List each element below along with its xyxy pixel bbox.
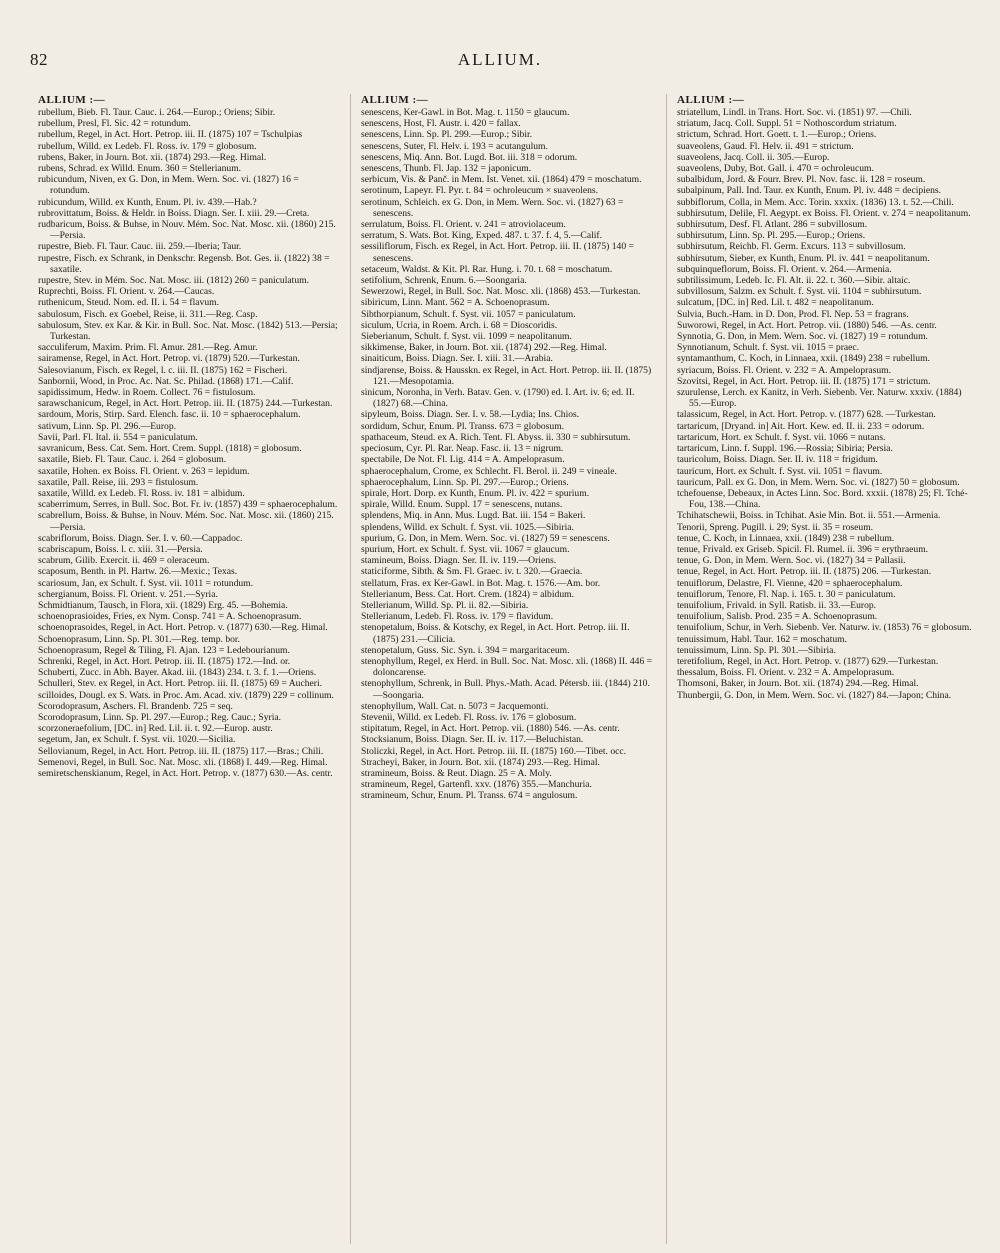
index-entry: sulcatum, [DC. in] Red. Lil. t. 482 = neapolitanum. [677, 297, 874, 309]
index-entry: senescens, Ker-Gawl. in Bot. Mag. t. 1150 = glaucum. [361, 107, 570, 118]
index-entry: Stracheyi, Baker, in Journ. Bot. xii. (1874) 293.—Reg. Himal. [361, 756, 600, 768]
index-entry: scabrum, Gilib. Exercit. ii. 469 = oleraceum. [38, 555, 210, 567]
column-3 [666, 94, 982, 1244]
index-entry: spirale, Willd. Enum. Suppl. 17 = senescens, nutans. [361, 499, 563, 511]
index-entry: saxatile, Hohen. ex Boiss. Fl. Orient. v. 263 = lepidum. [38, 465, 250, 477]
index-entry: setifolium, Schrenk, Enum. 6.—Soongaria. [361, 275, 527, 287]
index-entry: splendens, Willd. ex Schult. f. Syst. vii. 1025.—Sibiria. [361, 521, 574, 533]
index-entry: syntamanthum, C. Koch, in Linnaea, xxii. (1849) 238 = rubellum. [677, 353, 930, 365]
index-entry: suaveolens, Gaud. Fl. Helv. ii. 491 = strictum. [677, 140, 854, 152]
index-entry: schoenoprasoides, Regel, in Act. Hort. Petrop. v. (1877) 630.—Reg. Himal. [38, 622, 328, 634]
index-entry: suaveolens, Jacq. Coll. ii. 305.—Europ. [677, 151, 830, 163]
index-entry: subquinqueflorum, Boiss. Fl. Orient. v. 264.—Armenia. [677, 263, 892, 275]
index-entry: Sieberianum, Schult. f. Syst. vii. 1099 = neapolitanum. [361, 331, 572, 343]
index-entry: tenue, G. Don, in Mem. Wern. Soc. vi. (1827) 34 = Pallasii. [677, 555, 906, 567]
index-entry: Tchihatschewii, Boiss. in Tchihat. Asie Min. Bot. ii. 551.—Armenia. [677, 510, 941, 522]
index-entry: splendens, Miq. in Ann. Mus. Lugd. Bat. iii. 154 = Bakeri. [361, 510, 586, 522]
index-entry: Suworowi, Regel, in Act. Hort. Petrop. vii. (1880) 546. —As. centr. [677, 319, 937, 331]
index-entry: tenuissimum, Linn. Sp. Pl. 301.—Sibiria. [677, 644, 836, 656]
index-entry: sessiliflorum, Fisch. ex Regel, in Act. Hort. Petrop. iii. II. (1875) 140 = senescens. [361, 241, 634, 264]
index-entry: tenue, Frivald. ex Griseb. Spicil. Fl. Rumel. ii. 396 = erythraeum. [677, 543, 929, 555]
index-entry: sikkimense, Baker, in Journ. Bot. xii. (1874) 292.—Reg. Himal. [361, 342, 607, 354]
index-entry: scabrellum, Boiss. & Buhse, in Nouv. Mém. Soc. Nat. Mosc. xii. (1860) 215.—Persia. [38, 510, 334, 533]
index-entry: stramineum, Schur, Enum. Pl. Transs. 674 = angulosum. [361, 790, 578, 802]
index-entry: spathaceum, Steud. ex A. Rich. Tent. Fl. Abyss. ii. 330 = subhirsutum. [361, 431, 631, 443]
index-entry: subalbidum, Jord. & Fourr. Brev. Pl. Nov. fasc. ii. 128 = roseum. [677, 174, 926, 186]
index-entry: subhirsutum, Linn. Sp. Pl. 295.—Europ.; Oriens. [677, 230, 866, 242]
index-entry: saxatile, Willd. ex Ledeb. Fl. Ross. iv. 181 = albidum. [38, 487, 245, 499]
index-entry: rupestre, Stev. in Mém. Soc. Nat. Mosc. iii. (1812) 260 = paniculatum. [38, 275, 309, 287]
index-entry: tenuiflorum, Tenore, Fl. Nap. i. 165. t. 30 = paniculatum. [677, 588, 896, 600]
index-entry: scariosum, Jan, ex Schult. f. Syst. vii. 1011 = rotundum. [38, 577, 254, 589]
index-entry: Stevenii, Willd. ex Ledeb. Fl. Ross. iv. 176 = globosum. [361, 711, 577, 723]
index-entry: senescens, Suter, Fl. Helv. i. 193 = acutangulum. [361, 140, 548, 152]
index-entry: sindjarense, Boiss. & Hausskn. ex Regel, in Act. Hort. Petrop. iii. II. (1875) 121.—Mesopotamia. [361, 364, 652, 387]
index-entry: schoenoprasioides, Fries, ex Nym. Consp. 741 = A. Schoenoprasum. [38, 611, 302, 623]
index-entry: Ruprechti, Boiss. Fl. Orient. v. 264.—Caucas. [38, 286, 215, 298]
index-entry: scabriscapum, Boiss. l. c. xiii. 31.—Persia. [38, 543, 203, 555]
index-entry: serratum, S. Wats. Bot. King, Exped. 487. t. 37. f. 4, 5.—Calif. [361, 230, 603, 242]
index-entry: spurium, G. Don, in Mem. Wern. Soc. vi. (1827) 59 = senescens. [361, 532, 610, 544]
index-entry: sphaerocephalum, Linn. Sp. Pl. 297.—Europ.; Oriens. [361, 476, 569, 488]
index-entry: rubellum, Regel, in Act. Hort. Petrop. iii. II. (1875) 107 = Tschulpias [38, 129, 303, 141]
index-entry: tenuifolium, Salisb. Prod. 235 = A. Schoenoprasum. [677, 611, 878, 623]
index-entry: semiretschenskianum, Regel, in Act. Hort. Petrop. v. (1877) 630.—As. centr. [38, 767, 333, 779]
entry-list [38, 107, 340, 779]
index-entry: Salesovianum, Fisch. ex Regel, l. c. iii. II. (1875) 162 = Fischeri. [38, 364, 288, 376]
index-entry: sapidissimum, Hedw. in Roem. Collect. 76 = fistulosum. [38, 387, 256, 399]
index-entry: Stoliczki, Regel, in Act. Hort. Petrop. iii. II. (1875) 160.—Tibet. occ. [361, 745, 627, 757]
index-entry: stamineum, Boiss. Diagn. Ser. II. iv. 119.—Oriens. [361, 555, 557, 567]
index-entry: Stellerianum, Bess. Cat. Hort. Crem. (1824) = albidum. [361, 588, 574, 600]
page-number: 82 [30, 50, 48, 69]
index-entry: spectabile, De Not. Fl. Lig. 414 = A. Ampeloprasum. [361, 454, 565, 466]
index-entry: Schuberti, Zucc. in Abh. Bayer. Akad. iii. (1843) 234. t. 3. f. 1.—Oriens. [38, 667, 317, 679]
index-entry: subvillosum, Salzm. ex Schult. f. Syst. vii. 1104 = subhirsutum. [677, 286, 922, 298]
index-entry: sordidum, Schur, Enum. Pl. Transs. 673 = globosum. [361, 420, 565, 432]
index-entry: tchefouense, Debeaux, in Actes Linn. Soc. Bord. xxxii. (1878) 25; Fl. Tché-Fou, 138.—China. [677, 487, 968, 511]
index-entry: stenophyllum, Wall. Cat. n. 5073 = Jacquemonti. [361, 700, 549, 712]
index-entry: strictum, Schrad. Hort. Goett. t. 1.—Europ.; Oriens. [677, 129, 877, 141]
index-entry: stramineum, Boiss. & Reut. Diagn. 25 = A. Moly. [361, 767, 552, 779]
index-entry: scaposum, Benth. in Pl. Hartw. 26.—Mexic.; Texas. [38, 566, 238, 578]
index-entry: sabulosum, Fisch. ex Goebel, Reise, ii. 311.—Reg. Casp. [38, 308, 258, 320]
index-entry: subtilissimum, Ledeb. Ic. Fl. Alt. ii. 22. t. 360.—Sibir. altaic. [677, 275, 911, 287]
index-entry: serotinum, Schleich. ex G. Don, in Mem. Wern. Soc. vi. (1827) 63 = senescens. [361, 196, 624, 219]
column-header: ALLIUM :— [38, 94, 106, 106]
index-entry: serbicum, Vis. & Panč. in Mem. Ist. Venet. xii. (1864) 479 = moschatum. [361, 174, 642, 186]
index-entry: stenophyllum, Schrenk, in Bull. Phys.-Math. Acad. Pétersb. iii. (1844) 210.—Soongaria. [361, 678, 650, 701]
index-entry: senescens, Linn. Sp. Pl. 299.—Europ.; Sibir. [361, 129, 533, 141]
index-entry: sativum, Linn. Sp. Pl. 296.—Europ. [38, 420, 177, 432]
index-entry: tartaricum, [Dryand. in] Ait. Hort. Kew. ed. II. ii. 233 = odorum. [677, 420, 925, 432]
index-entry: subalpinum, Pall. Ind. Taur. ex Kunth, Enum. Pl. iv. 448 = decipiens. [677, 185, 942, 197]
index-entry: sarawschanicum, Regel, in Act. Hort. Petrop. iii. II. (1875) 244.—Turkestan. [38, 398, 333, 410]
index-entry: teretifolium, Regel, in Act. Hort. Petrop. v. (1877) 629.—Turkestan. [677, 655, 939, 667]
index-entry: Scorodoprasum, Linn. Sp. Pl. 297.—Europ.; Reg. Cauc.; Syria. [38, 711, 282, 723]
index-entry: Schulleri, Stev. ex Regel, in Act. Hort. Petrop. iii. II. (1875) 69 = Aucheri. [38, 678, 323, 690]
running-head: ALLIUM. [457, 50, 543, 69]
index-entry: Thunbergii, G. Don, in Mem. Wern. Soc. vi. (1827) 84.—Japon; China. [677, 689, 952, 701]
index-entry: tauricum, Pall. ex G. Don, in Mem. Wern. Soc. vi. (1827) 50 = globosum. [677, 476, 960, 488]
index-entry: stramineum, Regel, Gartenfl. xxv. (1876) 355.—Manchuria. [361, 779, 592, 791]
index-entry: stenopetalum, Guss. Sic. Syn. i. 394 = margaritaceum. [361, 644, 570, 656]
index-entry: Sibthorpianum, Schult. f. Syst. vii. 1057 = paniculatum. [361, 308, 576, 320]
index-entry: rubellum, Bieb. Fl. Taur. Cauc. i. 264.—Europ.; Oriens; Sibir. [38, 107, 276, 118]
index-entry: Tenorii, Spreng. Pugill. i. 29; Syst. ii. 35 = roseum. [677, 521, 874, 533]
index-entry: ruthenicum, Steud. Nom. ed. II. i. 54 = flavum. [38, 297, 219, 309]
index-entry: Savii, Parl. Fl. Ital. ii. 554 = paniculatum. [38, 431, 198, 443]
index-entry: setaceum, Waldst. & Kit. Pl. Rar. Hung. i. 70. t. 68 = moschatum. [361, 263, 613, 275]
column-header: ALLIUM :— [677, 94, 745, 106]
index-entry: rubrovittatum, Boiss. & Heldr. in Boiss. Diagn. Ser. I. xiii. 29.—Creta. [38, 207, 310, 219]
index-entry: rupestre, Bieb. Fl. Taur. Cauc. iii. 259.—Iberia; Taur. [38, 241, 242, 253]
index-entry: thessalum, Boiss. Fl. Orient. v. 232 = A. Ampeloprasum. [677, 667, 895, 679]
index-entry: Sellovianum, Regel, in Act. Hort. Petrop. iii. II. (1875) 117.—Bras.; Chili. [38, 745, 324, 757]
index-entry: Schoenoprasum, Linn. Sp. Pl. 301.—Reg. temp. bor. [38, 633, 240, 645]
index-entry: serrulatum, Boiss. Fl. Orient. v. 241 = atroviolaceum. [361, 219, 566, 231]
index-entry: rubens, Baker, in Journ. Bot. xii. (1874) 293.—Reg. Himal. [38, 151, 267, 163]
index-entry: senescens, Miq. Ann. Bot. Lugd. Bot. iii. 318 = odorum. [361, 151, 578, 163]
index-entry: sinaiticum, Boiss. Diagn. Ser. I. xiii. 31.—Arabia. [361, 353, 553, 365]
entry-list [677, 107, 972, 701]
index-entry: Schmidtianum, Tausch, in Flora, xii. (1829) Erg. 45. —Bohemia. [38, 599, 288, 611]
index-entry: stenophyllum, Regel, ex Herd. in Bull. Soc. Nat. Mosc. xli. (1868) II. 446 = doloncarense. [361, 655, 653, 679]
entry-list [361, 107, 656, 802]
index-entry: saxatile, Bieb. Fl. Taur. Cauc. i. 264 = globosum. [38, 454, 227, 466]
index-entry: sphaerocephalum, Crome, ex Schlecht. Fl. Berol. ii. 249 = vineale. [361, 465, 617, 477]
index-entry: rubellum, Presl, Fl. Sic. 42 = rotundum. [38, 118, 191, 130]
index-entry: sibiricum, Linn. Mant. 562 = A. Schoenoprasum. [361, 297, 550, 309]
index-entry: subhirsutum, Desf. Fl. Atlant. 286 = subvillosum. [677, 219, 868, 231]
index-entry: Scorodoprasum, Aschers. Fl. Brandenb. 725 = seq. [38, 700, 233, 712]
index-entry: sipyleum, Boiss. Diagn. Ser. I. v. 58.—Lydia; Ins. Chios. [361, 409, 580, 421]
index-entry: subbiflorum, Colla, in Mem. Acc. Torin. xxxix. (1836) 13. t. 52.—Chili. [677, 196, 954, 208]
index-entry: siculum, Ucria, in Roem. Arch. i. 68 = Dioscoridis. [361, 319, 558, 331]
column-2 [350, 94, 666, 1244]
index-entry: tartaricum, Linn. f. Suppl. 196.—Rossia; Sibiria; Persia. [677, 443, 893, 455]
column-1 [34, 94, 350, 1244]
index-entry: tenuifolium, Schur, in Verh. Siebenb. Ver. Naturw. iv. (1853) 76 = globosum. [677, 622, 972, 634]
index-entry: szurulense, Lerch. ex Kanitz, in Verh. Siebenb. Ver. Naturw. xxxiv. (1884) 55.—Europ. [677, 387, 962, 410]
index-entry: sardoum, Moris, Stirp. Sard. Elench. fasc. ii. 10 = sphaerocephalum. [38, 409, 301, 421]
index-entry: tenue, C. Koch, in Linnaea, xxii. (1849) 238 = rubellum. [677, 532, 895, 544]
index-entry: speciosum, Cyr. Pl. Rar. Neap. Fasc. ii. 13 = nigrum. [361, 443, 564, 455]
index-entry: Sulvia, Buch.-Ham. in D. Don, Prod. Fl. Nep. 53 = fragrans. [677, 308, 909, 320]
index-entry: scaberrimum, Serres, in Bull. Soc. Bot. Fr. iv. (1857) 439 = sphaerocephalum. [38, 499, 338, 511]
index-entry: subhirsutum, Reichb. Fl. Germ. Excurs. 113 = subvillosum. [677, 241, 906, 253]
index-entry: tartaricum, Hort. ex Schult. f. Syst. vii. 1066 = nutans. [677, 431, 886, 443]
index-entry: tauricolum, Boiss. Diagn. Ser. II. iv. 118 = frigidum. [677, 454, 878, 466]
index-entry: scorzoneraefolium, [DC. in] Red. Lil. ii. t. 92.—Europ. austr. [38, 723, 273, 735]
index-entry: talassicum, Regel, in Act. Hort. Petrop. v. (1877) 628. —Turkestan. [677, 409, 936, 421]
index-entry: Stellerianum, Ledeb. Fl. Ross. iv. 179 = flavidum. [361, 611, 554, 623]
index-entry: sinicum, Noronha, in Verh. Batav. Gen. v. (1790) ed. I. Art. iv. 6; ed. II. (1827) 68.—China. [361, 387, 635, 410]
index-entry: subhirsutum, Sieber, ex Kunth, Enum. Pl. iv. 441 = neapolitanum. [677, 252, 930, 264]
index-entry: Thomsoni, Baker, in Journ. Bot. xii. (1874) 294.—Reg. Himal. [677, 678, 919, 690]
index-columns [34, 94, 984, 1244]
index-entry: senescens, Host, Fl. Austr. i. 420 = fallax. [361, 118, 521, 130]
index-entry: tenue, Regel, in Act. Hort. Petrop. iii. II. (1875) 206. —Turkestan. [677, 566, 932, 578]
index-entry: subhirsutum, Delile, Fl. Aegypt. ex Boiss. Fl. Orient. v. 274 = neapolitanum. [677, 207, 971, 219]
index-entry: serotinum, Lapeyr. Fl. Pyr. t. 84 = ochroleucum × suaveolens. [361, 185, 599, 197]
index-entry: syriacum, Boiss. Fl. Orient. v. 232 = A. Ampeloprasum. [677, 364, 891, 376]
index-entry: stipitatum, Regel, in Act. Hort. Petrop. vii. (1880) 546. —As. centr. [361, 723, 620, 735]
index-entry: rubens, Schrad. ex Willd. Enum. 360 = Stellerianum. [38, 163, 242, 175]
index-entry: tenuissimum, Habl. Taur. 162 = moschatum. [677, 633, 848, 645]
index-entry: Synnotianum, Schult. f. Syst. vii. 1015 = praec. [677, 342, 860, 354]
index-entry: Sewerzowi, Regel, in Bull. Soc. Nat. Mosc. xli. (1868) 453.—Turkestan. [361, 286, 641, 298]
index-entry: Schrenki, Regel, in Act. Hort. Petrop. iii. II. (1875) 172.—Ind. or. [38, 655, 291, 667]
index-entry: scabriflorum, Boiss. Diagn. Ser. I. v. 60.—Cappadoc. [38, 532, 243, 544]
index-entry: Schoenoprasum, Regel & Tiling, Fl. Ajan. 123 = Ledebourianum. [38, 644, 290, 656]
index-entry: sairamense, Regel, in Act. Hort. Petrop. vi. (1879) 520.—Turkestan. [38, 353, 300, 365]
index-entry: staticiforme, Sibth. & Sm. Fl. Graec. iv. t. 320.—Graecia. [361, 566, 583, 578]
index-entry: striatum, Jacq. Coll. Suppl. 51 = Nothoscordum striatum. [677, 118, 897, 130]
index-entry: rubellum, Willd. ex Ledeb. Fl. Ross. iv. 179 = globosum. [38, 140, 257, 152]
index-entry: tenuifolium, Frivald. in Syll. Ratisb. ii. 33.—Europ. [677, 599, 877, 611]
index-entry: sabulosum, Stev. ex Kar. & Kir. in Bull. Soc. Nat. Mosc. (1842) 513.—Persia; Turkestan. [38, 319, 338, 343]
column-header: ALLIUM :— [361, 94, 429, 106]
index-entry: saxatile, Pall. Reise, iii. 293 = fistulosum. [38, 476, 199, 488]
index-entry: Semenovi, Regel, in Bull. Soc. Nat. Mosc. xli. (1868) I. 449.—Reg. Himal. [38, 756, 328, 768]
index-entry: senescens, Thunb. Fl. Jap. 132 = japonicum. [361, 163, 532, 175]
index-entry: segetum, Jan, ex Schult. f. Syst. vii. 1020.—Sicilia. [38, 734, 236, 746]
index-entry: schergianum, Boiss. Fl. Orient. v. 251.—Syria. [38, 588, 218, 600]
index-entry: suaveolens, Duby, Bot. Gall. i. 470 = ochroleucum. [677, 163, 874, 175]
index-entry: rupestre, Fisch. ex Schrank, in Denkschr. Regensb. Bot. Ges. ii. (1822) 38 = saxatile. [38, 252, 330, 275]
index-entry: rubicundum, Willd. ex Kunth, Enum. Pl. iv. 439.—Hab.? [38, 196, 257, 208]
index-entry: spurium, Hort. ex Schult. f. Syst. vii. 1067 = glaucum. [361, 543, 570, 555]
index-entry: Stocksianum, Boiss. Diagn. Ser. II. iv. 117.—Beluchistan. [361, 734, 584, 746]
index-entry: Stellerianum, Willd. Sp. Pl. ii. 82.—Sibiria. [361, 599, 529, 611]
index-entry: stenopetalum, Boiss. & Kotschy, ex Regel, in Act. Hort. Petrop. iii. II. (1875) 231.—Cilicia. [361, 622, 630, 645]
index-entry: spirale, Hort. Dorp. ex Kunth, Enum. Pl. iv. 422 = spurium. [361, 487, 590, 499]
index-entry: savranicum, Bess. Cat. Sem. Hort. Crem. Suppl. (1818) = globosum. [38, 443, 302, 455]
index-entry: Szovitsi, Regel, in Act. Hort. Petrop. iii. II. (1875) 171 = strictum. [677, 375, 931, 387]
index-entry: tauricum, Hort. ex Schult. f. Syst. vii. 1051 = flavum. [677, 465, 883, 477]
index-entry: Synnotia, G. Don, in Mem. Wern. Soc. vi. (1827) 19 = rotundum. [677, 331, 928, 343]
index-entry: rubicundum, Niven, ex G. Don, in Mem. Wern. Soc. vi. (1827) 16 = rotundum. [38, 174, 299, 197]
index-entry: sacculiferum, Maxim. Prim. Fl. Amur. 281.—Reg. Amur. [38, 342, 258, 354]
index-entry: scilloides, Dougl. ex S. Wats. in Proc. Am. Acad. xiv. (1879) 229 = collinum. [38, 689, 334, 701]
index-entry: Sanbornii, Wood, in Proc. Ac. Nat. Sc. Philad. (1868) 171.—Calif. [38, 375, 294, 387]
index-entry: tenuiflorum, Delastre, Fl. Vienne, 420 = sphaerocephalum. [677, 577, 903, 589]
index-entry: rudbaricum, Boiss. & Buhse, in Nouv. Mém. Soc. Nat. Mosc. xii. (1860) 215.—Persia. [38, 219, 336, 242]
index-entry: striatellum, Lindl. in Trans. Hort. Soc. vi. (1851) 97. —Chili. [677, 107, 912, 118]
index-entry: stellatum, Fras. ex Ker-Gawl. in Bot. Mag. t. 1576.—Am. bor. [361, 577, 601, 589]
